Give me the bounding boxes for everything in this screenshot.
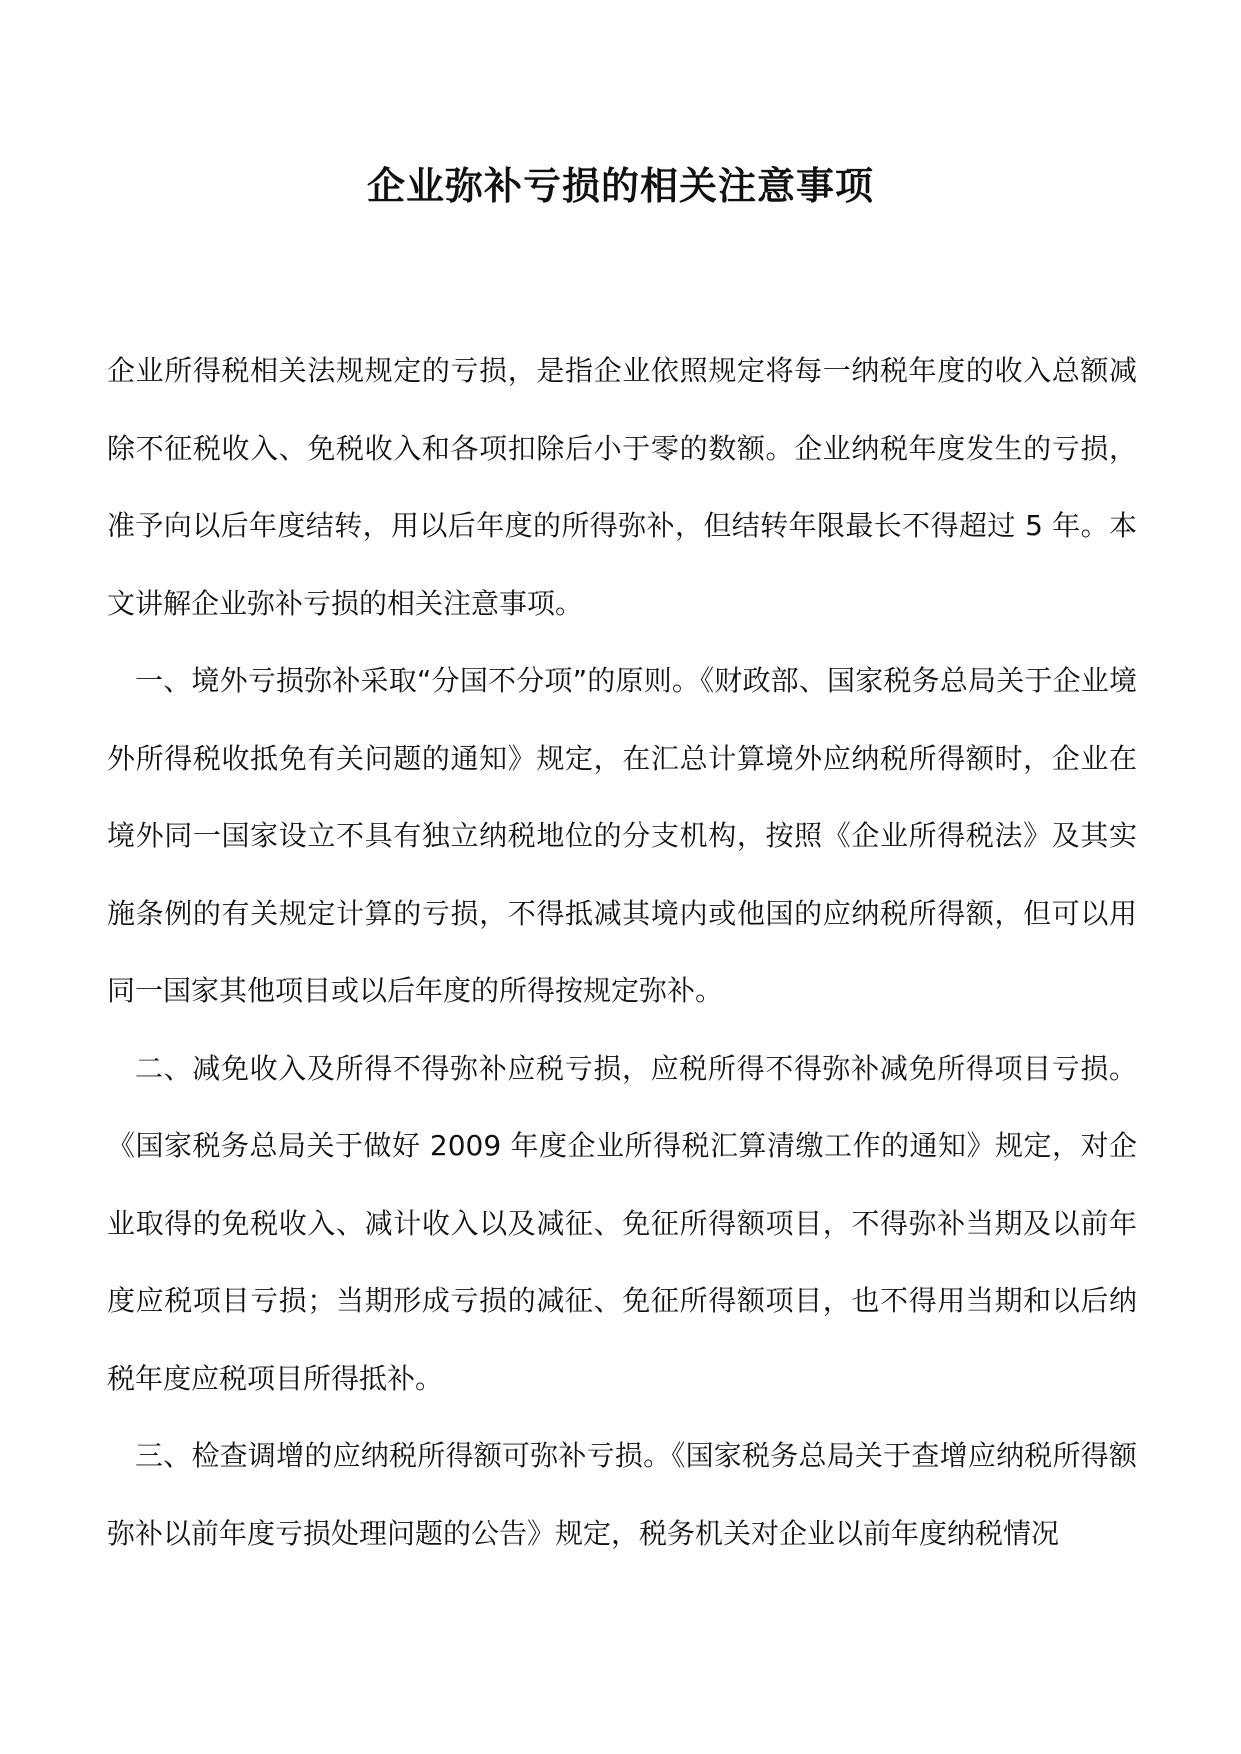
intro-paragraph: 企业所得税相关法规规定的亏损，是指企业依照规定将每一纳税年度的收入总额减除不征税收入、免税收入和各项扣除后小于零的数额。企业纳税年度发生的亏损，准予向以后年度结转，用以后年度的所得弥补，但结转年限最长不得超过 5 年。本文讲解企业弥补亏损的相关注意事项。 <box>107 354 1137 620</box>
section-two-paragraph: 二、减免收入及所得不得弥补应税亏损，应税所得不得弥补减免所得项目亏损。《国家税务总局关于做好 2009 年度企业所得税汇算清缴工作的通知》规定，对企业取得的免税收入、减计收入以及减征、免征所得额项目，不得弥补当期及以前年度应税项目亏损；当期形成亏损的减征、免征所得额项目，也不得用当期和以后纳税年度应税项目所得抵补。 <box>107 1051 1137 1395</box>
section-one-paragraph: 一、境外亏损弥补采取“分国不分项”的原则。《财政部、国家税务总局关于企业境外所得税收抵免有关问题的通知》规定，在汇总计算境外应纳税所得额时，企业在境外同一国家设立不具有独立纳税地位的分支机构，按照《企业所得税法》及其实施条例的有关规定计算的亏损，不得抵减其境内或他国的应纳税所得额，但可以用同一国家其他项目或以后年度的所得按规定弥补。 <box>107 664 1137 1007</box>
section-three-paragraph: 三、检查调增的应纳税所得额可弥补亏损。《国家税务总局关于查增应纳税所得额弥补以前年度亏损处理问题的公告》规定，税务机关对企业以前年度纳税情况 <box>107 1439 1137 1550</box>
document-title: 企业弥补亏损的相关注意事项 <box>366 163 874 208</box>
document-body <box>107 332 1137 1572</box>
